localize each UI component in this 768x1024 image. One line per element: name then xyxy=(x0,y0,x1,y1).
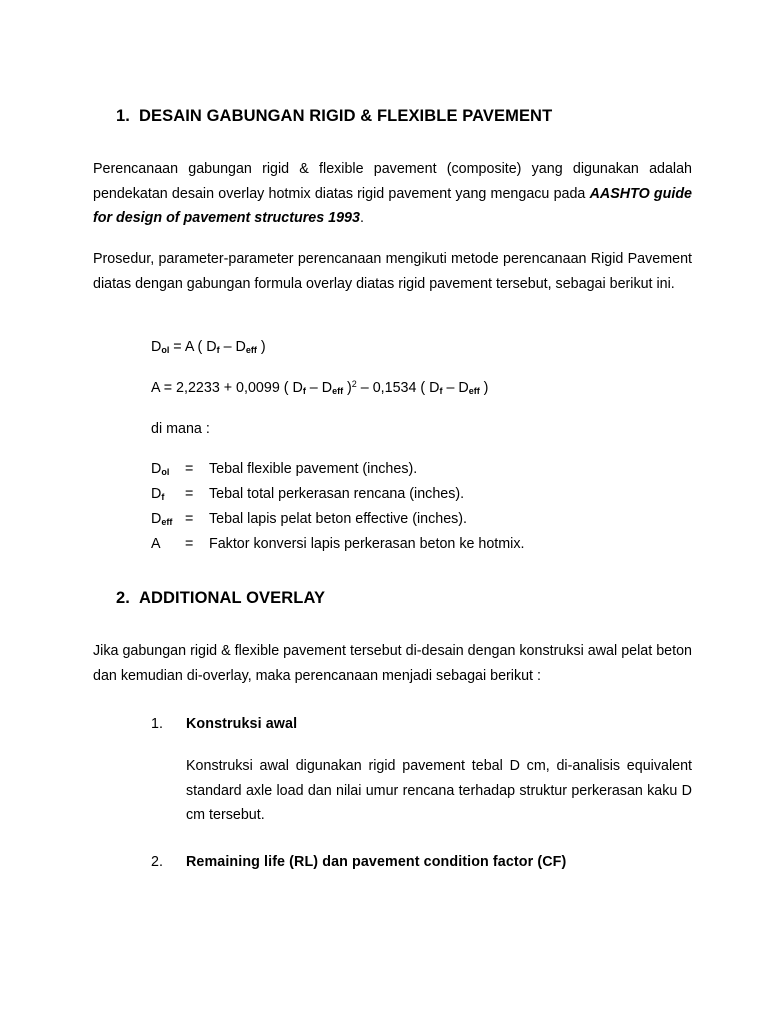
definition-text: Faktor konversi lapis perkerasan beton ke hotmix. xyxy=(209,536,525,552)
formula-1-sub: f xyxy=(216,345,220,355)
definition-symbol: A xyxy=(151,536,161,552)
definition-symbol: $D_f$ xyxy=(151,486,165,502)
section-2-title: ADDITIONAL OVERLAY xyxy=(139,589,326,607)
item-2-title: Remaining life (RL) dan pavement condition factor (CF) xyxy=(186,854,567,870)
definition-text: Tebal total perkerasan rencana (inches). xyxy=(209,486,465,502)
item-2-number: 2. xyxy=(151,854,163,870)
paragraph-1-end: . xyxy=(359,210,364,226)
formula-2-sub: eff xyxy=(468,386,480,396)
formula-2-part: ) xyxy=(479,380,489,396)
definition-equals: = xyxy=(185,486,194,502)
formula-1-part: – D xyxy=(219,339,246,355)
definition-equals: = xyxy=(185,511,194,527)
formula-1-part: ) xyxy=(256,339,266,355)
section-1-paragraph-1 xyxy=(93,157,692,231)
item-1-title: Konstruksi awal xyxy=(186,716,298,732)
section-2-number: 2. xyxy=(116,589,130,607)
formula-2-part: A = 2,2233 + 0,0099 ( D xyxy=(151,380,303,396)
paragraph-1-text: Perencanaan gabungan rigid & flexible pavement (composite) yang digunakan adalah pendekatan desain overlay hotmix diatas rigid pavement yang mengacu pada xyxy=(93,161,692,202)
definition-text: Tebal flexible pavement (inches). xyxy=(209,461,418,477)
formula-2-sub: f xyxy=(302,386,306,396)
formula-2-part: – D xyxy=(305,380,333,396)
definition-text: Tebal lapis pelat beton effective (inches). xyxy=(209,511,468,527)
definition-symbol: $D_{eff}$ xyxy=(151,511,173,527)
section-2-heading xyxy=(116,589,325,608)
item-1-text: Konstruksi awal digunakan rigid pavement tebal D cm, di-analisis equivalent standard axle load dan nilai umur rencana terhadap struktur perkerasan kaku D cm tersebut. xyxy=(186,758,692,823)
section-1-heading xyxy=(116,107,552,126)
section-1-paragraph-2: Prosedur, parameter-parameter perencanaan mengikuti metode perencanaan Rigid Pavement diatas dengan gabungan formula overlay diatas rigid pavement tersebut, sebagai berikut ini. xyxy=(93,251,692,292)
where-label: di mana : xyxy=(151,421,210,437)
section-2-paragraph: Jika gabungan rigid & flexible pavement tersebut di-desain dengan konstruksi awal pelat beton dan kemudian di-overlay, maka perencanaan menjadi sebagai berikut : xyxy=(93,643,692,684)
section-1-number: 1. xyxy=(116,107,130,125)
formula-1-part: D xyxy=(151,339,162,355)
section-1-title: DESAIN GABUNGAN RIGID & FLEXIBLE PAVEMENT xyxy=(139,107,553,125)
item-1-number: 1. xyxy=(151,716,163,732)
formula-1-sub: ol xyxy=(161,345,170,355)
definition-equals: = xyxy=(185,536,194,552)
formula-2-sup: 2 xyxy=(351,379,357,389)
formula-2-part: – D xyxy=(442,380,469,396)
definition-equals: = xyxy=(185,461,194,477)
formula-overlay-thickness xyxy=(151,339,266,355)
formula-conversion-factor xyxy=(151,379,488,396)
formula-1-sub: eff xyxy=(245,345,257,355)
formula-2-part: ) xyxy=(343,380,352,396)
formula-2-sub: eff xyxy=(332,386,344,396)
formula-1-part: = A ( D xyxy=(169,339,217,355)
formula-2-sub: f xyxy=(439,386,443,396)
definition-symbol: $D_{ol}$ xyxy=(151,461,170,477)
formula-2-part: – 0,1534 ( D xyxy=(356,380,440,396)
paragraph-1-reference: AASHTO guide for design of pavement structures 1993 xyxy=(93,185,693,226)
